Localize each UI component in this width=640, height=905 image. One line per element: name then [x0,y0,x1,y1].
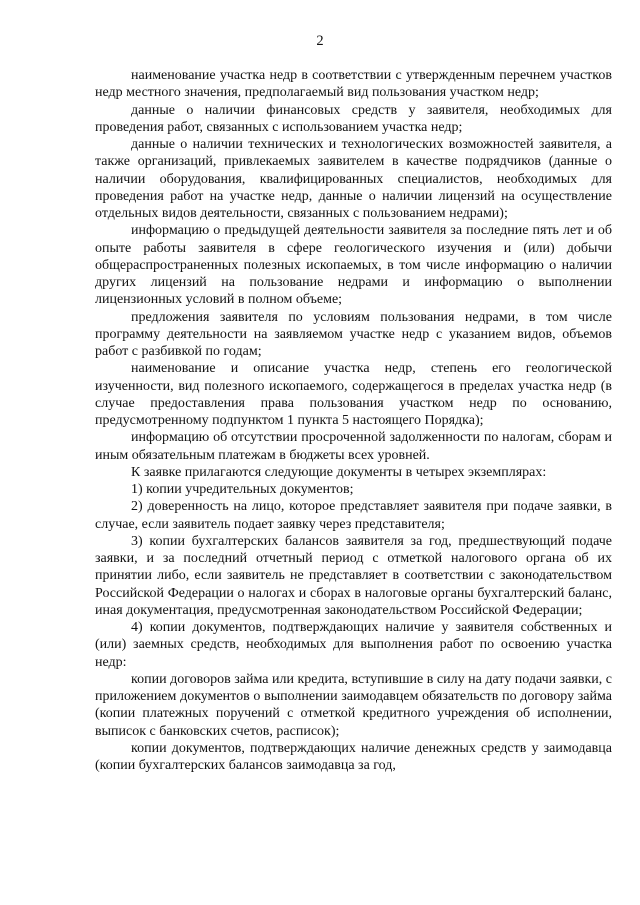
paragraph-attached-documents: К заявке прилагаются следующие документы в четырех экземплярах: [131,464,547,480]
paragraph-no-tax-debt: информацию об отсутствии просроченной задолженности по налогам, сборам и иным обязательным платежам в бюджеты всех уровней. [95,430,612,463]
document-body [95,67,612,774]
paragraph-loan-agreements: копии договоров займа или кредита, вступившие в силу на дату подачи заявки, с приложением документов о выполнении заимодавцем обязательств по договору займа (копии платежных поручений с отметкой кредитного учреждения об исполнении, выписок с банковских счетов, расписок); [95,671,612,739]
page-number: 2 [316,33,324,49]
list-item-balance-sheets: 3) копии бухгалтерских балансов заявителя за год, предшествующий подаче заявки, и за последний отчетный период с отметкой налогового органа об их принятии либо, если заявитель не представляет в соответствии с законодательством Российской Федерации о налогах и сборах в налоговые органы бухгалтерский баланс, иная документация, предусмотренная законодательством Российской Федерации; [95,533,612,618]
list-item-funds-documents: 4) копии документов, подтверждающих наличие у заявителя собственных и (или) заемных средств, необходимых для выполнения работ по освоению участка недр: [95,620,612,670]
list-item-founding-documents: 1) копии учредительных документов; [131,482,354,497]
paragraph-usage-proposals: предложения заявителя по условиям пользования недрами, в том числе программу деятельности на заявляемом участке недр с указанием видов, объемов работ с разбивкой по годам; [95,309,612,359]
paragraph-plot-name: наименование участка недр в соответствии с утвержденным перечнем участков недр местного значения, предполагаемый вид пользования участком недр; [95,68,612,101]
paragraph-lender-funds: копии документов, подтверждающих наличие денежных средств у заимодавца (копии бухгалтерских балансов заимодавца за год, [95,740,612,773]
paragraph-previous-activity: информацию о предыдущей деятельности заявителя за последние пять лет и об опыте работы заявителя в сфере геологического изучения и (или) добычи общераспространенных полезных ископаемых, в том числе информацию о наличии других лицензий на пользование недрами и информацию о выполнении лицензионных условий в полном объеме; [95,223,612,308]
paragraph-technical-capabilities: данные о наличии технических и технологических возможностей заявителя, а также организаций, привлекаемых заявителем в качестве подрядчиков (данные о наличии оборудования, квалифицированных специалистов, необходимых для проведения работ на участке недр, данные о наличии лицензий на осуществление отдельных видов деятельности, связанных с пользованием недрами); [95,137,612,221]
list-item-power-of-attorney: 2) доверенность на лицо, которое представляет заявителя при подаче заявки, в случае, если заявитель подает заявку через представителя; [95,499,612,532]
paragraph-plot-description: наименование и описание участка недр, степень его геологической изученности, вид полезного ископаемого, содержащегося в пределах участка недр (в случае предоставления права пользования участком недр по основанию, предусмотренному подпунктом 1 пункта 5 настоящего Порядка); [95,361,612,428]
paragraph-financial-means: данные о наличии финансовых средств у заявителя, необходимых для проведения работ, связанных с использованием участка недр; [95,102,612,135]
